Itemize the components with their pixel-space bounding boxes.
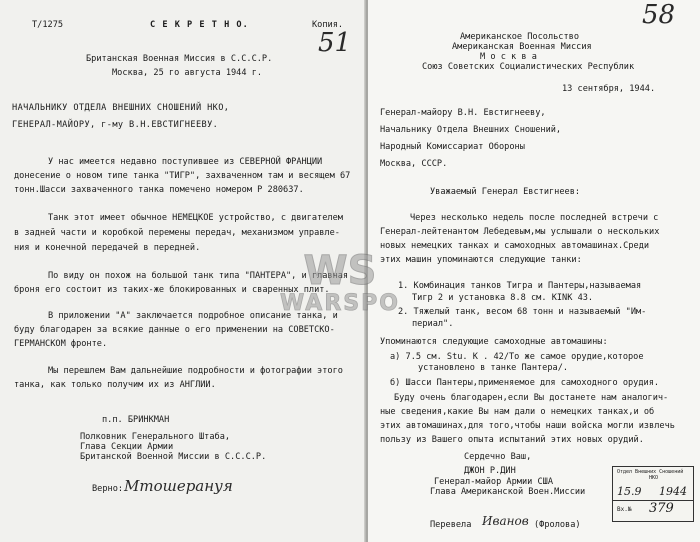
list-item: б) Шасси Пантеры,применяемое для самоходного орудия. <box>390 378 660 388</box>
translator-signature: Иванов <box>482 514 529 528</box>
body-line: У нас имеется недавно поступившее из СЕВЕРНОЙ ФРАНЦИИ <box>48 157 323 167</box>
list-item: а) 7.5 см. Stu. K . 42/То же самое орудие,которое <box>390 352 644 362</box>
body-line: Танк этот имеет обычное НЕМЕЦКОЕ устройство, с двигателем <box>48 213 343 223</box>
body-line: Через несколько недель после последней встречи с <box>410 213 659 223</box>
body-line: броня его состоит из таких-же блокированных и сваренных плит. <box>14 285 330 295</box>
body-line: пользу из Вашего опыта испытаний этих новых орудий. <box>380 435 644 445</box>
signature-title-2: Глава Американской Воен.Миссии <box>430 487 586 497</box>
watermark-logo: WS <box>303 248 377 294</box>
stamp-number: 379 <box>649 501 674 516</box>
addressee-line: Генерал-майору В.Н. Евстигнееву, <box>380 108 546 118</box>
body-line: Генерал-лейтенантом Лебедевым,мы услышали о нескольких <box>380 227 660 237</box>
embassy-header-3: М о с к в а <box>480 52 537 62</box>
registration-stamp <box>612 466 694 522</box>
body-line: этих машин упоминаются следующие танки: <box>380 255 582 265</box>
closing: Сердечно Ваш, <box>464 452 532 462</box>
classification-mark: С Е К Р Е Т Н О. <box>150 20 249 30</box>
list-item: 2. Тяжелый танк, весом 68 тонн и называемый "Им- <box>398 307 647 317</box>
body-line: донесение о новом типе танка "ТИГР", захваченном там и весящем 67 <box>14 171 351 181</box>
body-line: ния и конечной передачей в передней. <box>14 243 201 253</box>
body-line: В приложении "А" заключается подробное описание танка, и <box>48 311 338 321</box>
body-line: новых немецких танках и самоходных автомашинах.Среди <box>380 241 650 251</box>
stamp-office-abbr: НКО <box>649 475 659 481</box>
list-item: 1. Комбинация танков Тигра и Пантеры,называемая <box>398 281 642 291</box>
handwritten-page-number: 58 <box>642 0 676 30</box>
salutation: Уважаемый Генерал Евстигнеев: <box>430 187 581 197</box>
list-item: Тигр 2 и установка 8.8 см. KINK 43. <box>412 293 594 303</box>
embassy-header-2: Американская Военная Миссия <box>452 42 592 52</box>
addressee-line: Начальнику Отдела Внешних Сношений, <box>380 125 562 135</box>
body-line: танка, как только получим их из АНГЛИИ. <box>14 380 216 390</box>
warspot-watermark <box>265 246 415 316</box>
addressee-line: Москва, СССР. <box>380 159 448 169</box>
body-line: По виду он похож на большой танк типа "ПАНТЕРА", и главная <box>48 271 349 281</box>
watermark-text: WARSPO <box>280 291 400 316</box>
signature-title-1: Генерал-майор Армии США <box>434 477 553 487</box>
verno-label: Верно: <box>92 484 124 494</box>
body-line: ГЕРМАНСКОМ фронте. <box>14 339 108 349</box>
copy-mark: Копия. <box>312 20 344 30</box>
translator-name: (Фролова) <box>534 520 581 530</box>
embassy-header-1: Американское Посольство <box>460 32 579 42</box>
addressee-line-2: ГЕНЕРАЛ-МАЙОРУ, г-му В.Н.ЕВСТИГНЕЕВУ. <box>12 120 219 130</box>
stamp-office: Отдел Внешних Сношений <box>617 469 684 475</box>
translated-label: Перевела <box>430 520 472 530</box>
body-line: буду благодарен за всякие данные о его применении на СОВЕТСКО- <box>14 325 335 335</box>
sender-line-2: Москва, 25 го августа 1944 г. <box>112 68 263 78</box>
addressee-line-1: НАЧАЛЬНИКУ ОТДЕЛА ВНЕШНИХ СНОШЕНИЙ НКО, <box>12 103 230 113</box>
right-document-page <box>368 0 700 542</box>
document-reference: Т/1275 <box>32 20 64 30</box>
signature-name: п.п. БРИНКМАН <box>102 415 170 425</box>
list-item: периал". <box>412 319 454 329</box>
stamp-date: 15.9 <box>617 485 642 498</box>
list-item: установлено в танке Пантера/. <box>418 363 569 373</box>
stamp-year: 1944 <box>659 485 687 498</box>
verno-signature: Мтошерануя <box>124 477 233 495</box>
body-line: тонн.Шасси захваченного танка помечено номером Р 280637. <box>14 185 304 195</box>
body-line: в задней части и коробкой перемены передач, механизмом управле- <box>14 228 340 238</box>
signature-title-2: Глава Секции Армии <box>80 442 174 452</box>
signature-title-3: Британской Военной Миссии в С.С.С.Р. <box>80 452 267 462</box>
sender-line-1: Британская Военная Миссия в С.С.С.Р. <box>86 54 273 64</box>
handwritten-page-number: 51 <box>318 28 352 58</box>
stamp-number-label: Вх.№ <box>617 506 632 513</box>
embassy-header-4: Союз Советских Социалистических Республик <box>422 62 635 72</box>
letter-date: 13 сентября, 1944. <box>562 84 656 94</box>
body-line: ные сведения,какие Вы нам дали о немецких танках,и об <box>380 407 655 417</box>
body-line: Буду очень благодарен,если Вы достанете нам аналогич- <box>394 393 669 403</box>
body-line: Мы перешлем Вам дальнейшие подробности и фотографии этого <box>48 366 343 376</box>
body-line: Упоминаются следующие самоходные автомашины: <box>380 337 608 347</box>
signature-title-1: Полковник Генерального Штаба, <box>80 432 231 442</box>
addressee-line: Народный Комиссариат Обороны <box>380 142 525 152</box>
signature-name: ДЖОН Р.ДИН <box>464 466 516 476</box>
body-line: этих автомашинах,для того,чтобы наши войска могли извлечь <box>380 421 675 431</box>
